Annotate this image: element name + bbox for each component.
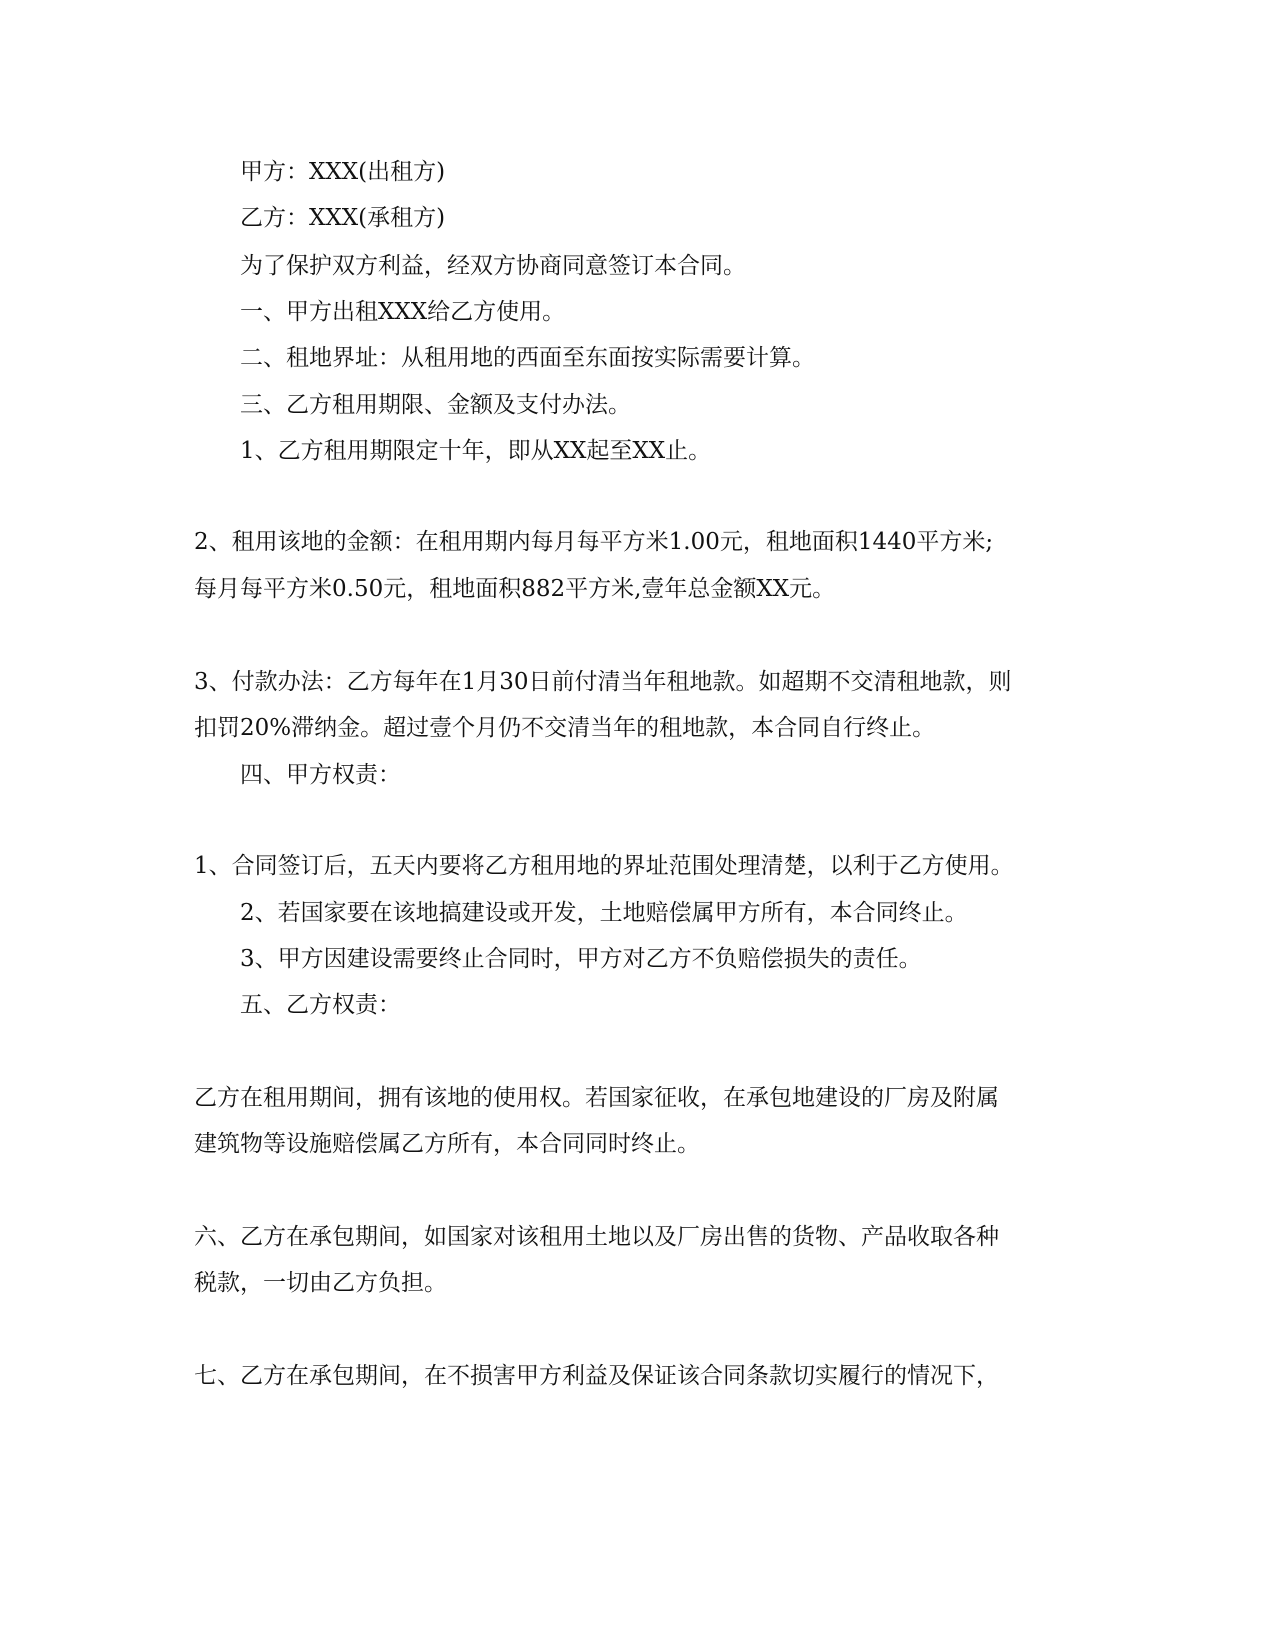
clause-4-item-3-line: 3、甲方因建设需要终止合同时，甲方对乙方不负赔偿损失的责任。	[240, 946, 922, 972]
clause-4-item-1-line: 1、合同签订后，五天内要将乙方租用地的界址范围处理清楚，以利于乙方使用。	[194, 853, 1014, 879]
party-a-line: 甲方：XXX(出租方)	[240, 159, 446, 185]
party-b-line: 乙方：XXX(承租方)	[240, 205, 446, 231]
clause-3-item-3-line-2: 扣罚20%滞纳金。超过壹个月仍不交清当年的租地款，本合同自行终止。	[194, 715, 936, 741]
clause-3-line: 三、乙方租用期限、金额及支付办法。	[240, 392, 631, 418]
clause-5-body-line-2: 建筑物等设施赔偿属乙方所有，本合同同时终止。	[194, 1131, 700, 1157]
clause-1-line: 一、甲方出租XXX给乙方使用。	[240, 299, 566, 325]
clause-7-line-1: 七、乙方在承包期间，在不损害甲方利益及保证该合同条款切实履行的情况下，	[194, 1363, 999, 1389]
clause-5-line: 五、乙方权责：	[240, 992, 401, 1018]
clause-2-line: 二、租地界址：从租用地的西面至东面按实际需要计算。	[240, 345, 815, 371]
clause-3-item-3-line-1: 3、付款办法：乙方每年在1月30日前付清当年租地款。如超期不交清租地款，则	[194, 669, 1012, 695]
preamble-line: 为了保护双方利益，经双方协商同意签订本合同。	[240, 253, 746, 279]
clause-5-body-line-1: 乙方在租用期间，拥有该地的使用权。若国家征收，在承包地建设的厂房及附属	[194, 1085, 999, 1111]
clause-4-item-2-line: 2、若国家要在该地搞建设或开发，土地赔偿属甲方所有，本合同终止。	[240, 900, 968, 926]
clause-6-line-2: 税款，一切由乙方负担。	[194, 1270, 447, 1296]
clause-6-line-1: 六、乙方在承包期间，如国家对该租用土地以及厂房出售的货物、产品收取各种	[194, 1224, 999, 1250]
clause-3-item-1-line: 1、乙方租用期限定十年，即从XX起至XX止。	[240, 438, 712, 464]
clause-3-item-2-line-1: 2、租用该地的金额：在租用期内每月每平方米1.00元，租地面积1440平方米;	[194, 529, 994, 555]
clause-4-line: 四、甲方权责：	[240, 762, 401, 788]
clause-3-item-2-line-2: 每月每平方米0.50元，租地面积882平方米,壹年总金额XX元。	[194, 576, 836, 602]
